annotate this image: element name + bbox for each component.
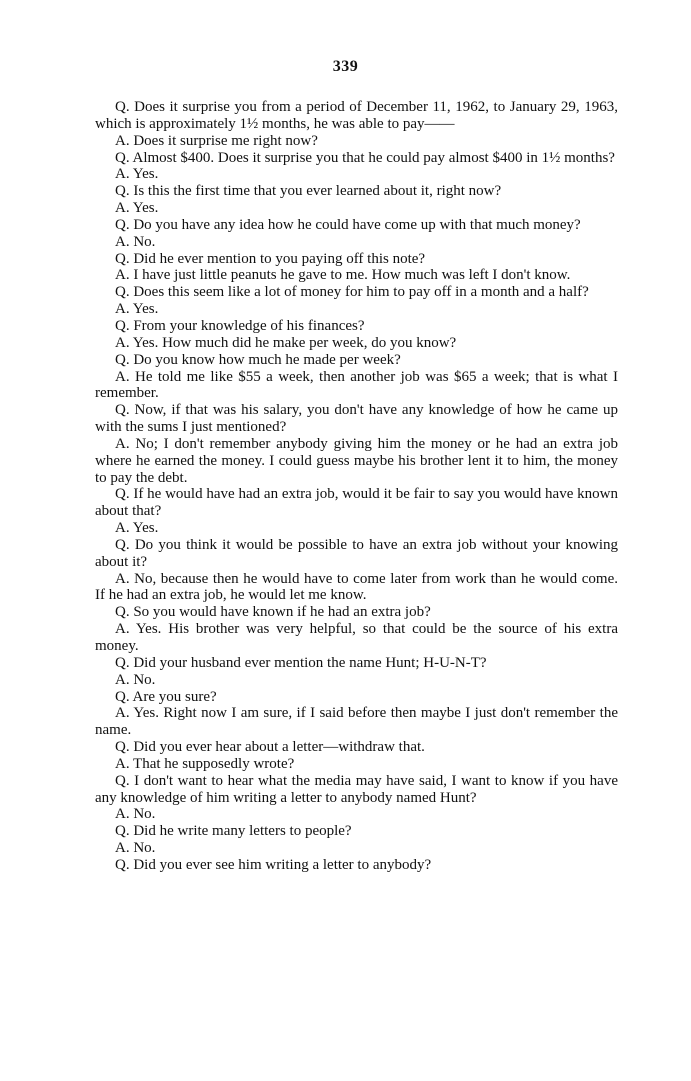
transcript-paragraph: Q. If he would have had an extra job, would it be fair to say you would have known about that?	[95, 486, 618, 520]
transcript-paragraph: A. Yes. His brother was very helpful, so that could be the source of his extra money.	[95, 621, 618, 654]
transcript-paragraph: A. No.	[115, 840, 156, 857]
transcript-paragraph: A. Does it surprise me right now?	[115, 132, 318, 149]
transcript-paragraph: A. No, because then he would have to come later from work than he would come. If he had an extra job, he would let me know.	[95, 570, 618, 604]
transcript-paragraph: A. No.	[115, 233, 156, 250]
transcript-paragraph: A. I have just little peanuts he gave to me. How much was left I don't know.	[115, 267, 571, 284]
transcript-paragraph: Q. Almost $400. Does it surprise you that he could pay almost $400 in 1½ months?	[115, 149, 615, 166]
transcript-paragraph: Q. Is this the first time that you ever learned about it, right now?	[115, 183, 502, 200]
transcript-paragraph: Q. Are you sure?	[115, 688, 217, 705]
transcript-paragraph: A. Yes. Right now I am sure, if I said before then maybe I just don't remember the name.	[95, 705, 618, 739]
transcript-paragraph: Q. Did you ever see him writing a letter to anybody?	[115, 856, 432, 873]
transcript-paragraph: A. He told me like $55 a week, then another job was $65 a week; that is what I remember.	[95, 368, 618, 402]
transcript-paragraph: Q. From your knowledge of his finances?	[115, 317, 365, 334]
transcript-paragraph: Q. Do you know how much he made per week?	[115, 351, 401, 368]
transcript-paragraph: A. Yes.	[115, 200, 159, 217]
transcript-paragraph: A. Yes.	[115, 520, 159, 537]
transcript-paragraph: Q. I don't want to hear what the media may have said, I want to know if you have any knowledge of him writing a letter to anybody named Hunt?	[95, 772, 618, 806]
transcript-paragraph: A. Yes.	[115, 166, 159, 183]
transcript-paragraph: Q. Do you think it would be possible to have an extra job without your knowing about it?	[95, 536, 618, 570]
transcript-paragraph: A. That he supposedly wrote?	[115, 755, 295, 772]
page-number: 339	[332, 58, 359, 75]
transcript-paragraph: Q. Did he write many letters to people?	[115, 823, 352, 840]
transcript-paragraph: Q. Does it surprise you from a period of December 11, 1962, to January 29, 1963, which is approximately 1½ months, he was able to pay——	[95, 99, 618, 132]
transcript-paragraph: Q. Did he ever mention to you paying off this note?	[115, 250, 426, 267]
transcript-paragraph: Q. Now, if that was his salary, you don't have any knowledge of how he came up with the sums I just mentioned?	[95, 402, 618, 436]
transcript-paragraph: A. Yes. How much did he make per week, do you know?	[115, 334, 457, 351]
transcript-paragraph: Q. Did you ever hear about a letter—withdraw that.	[115, 739, 425, 756]
transcript-paragraph: A. No; I don't remember anybody giving him the money or he had an extra job where he earned the money. I could guess maybe his brother lent it to him, the money to pay the debt.	[95, 435, 618, 486]
transcript-paragraph: A. Yes.	[115, 301, 159, 318]
transcript-paragraph: Q. Does this seem like a lot of money for him to pay off in a month and a half?	[115, 284, 589, 301]
transcript-paragraph: Q. So you would have known if he had an extra job?	[115, 604, 431, 621]
transcript-paragraph: Q. Did your husband ever mention the name Hunt; H-U-N-T?	[115, 654, 487, 671]
transcript-paragraph: A. No.	[115, 671, 156, 688]
transcript-body	[95, 99, 618, 874]
transcript-paragraph: Q. Do you have any idea how he could have come up with that much money?	[115, 216, 581, 233]
transcript-paragraph: A. No.	[115, 806, 156, 823]
